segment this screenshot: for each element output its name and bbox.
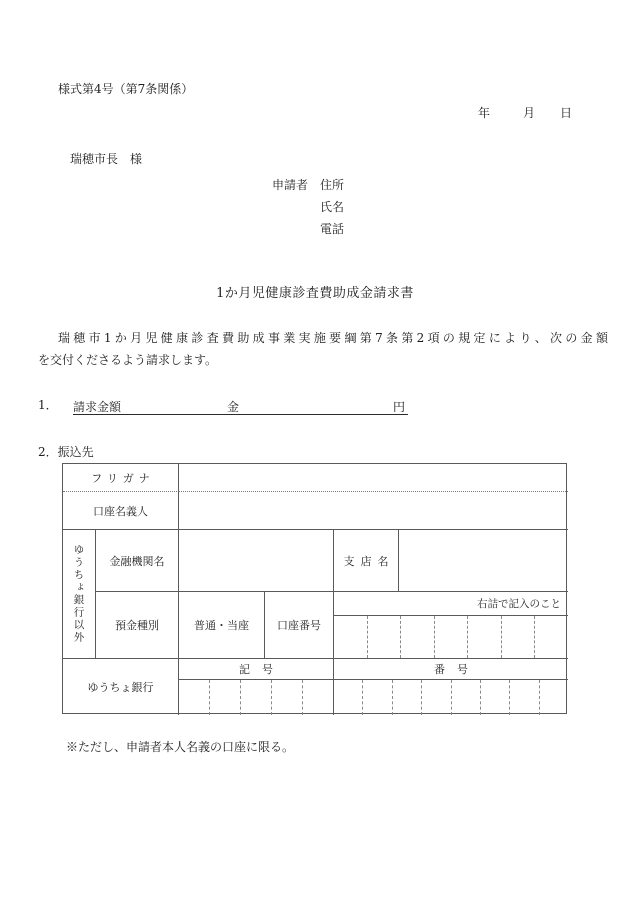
account-number-boxes[interactable]: [334, 616, 568, 659]
digit-box[interactable]: [392, 680, 421, 715]
transfer-heading: 2．振込先: [38, 445, 94, 459]
right-align-note-cell: [334, 592, 568, 616]
account-holder-label-cell: [63, 492, 179, 530]
furigana-label: フリガナ: [91, 471, 155, 485]
digit-box[interactable]: [302, 680, 333, 715]
bank-account-table: [62, 463, 567, 714]
applicant-phone-label: 電話: [320, 222, 345, 236]
date-year-label: 年: [478, 106, 491, 120]
deposit-options: 普通・当座: [194, 619, 249, 632]
branch-label: 支店名: [343, 554, 395, 568]
digit-box[interactable]: [539, 680, 568, 715]
amount-item-number: 1．: [38, 398, 58, 412]
digit-box[interactable]: [501, 616, 535, 658]
right-align-note: 右詰で記入のこと: [477, 598, 561, 610]
amount-yen-suffix: 円: [393, 400, 406, 414]
non-yucho-label-cell: [63, 530, 96, 659]
applicant-address-label: 住所: [320, 178, 345, 192]
digit-box[interactable]: [480, 680, 509, 715]
kigo-header-cell: [179, 659, 334, 680]
kigo-boxes[interactable]: [179, 680, 334, 715]
digit-box[interactable]: [400, 616, 434, 658]
digit-box[interactable]: [434, 616, 468, 658]
bank-name-input-cell[interactable]: [179, 530, 334, 592]
digit-box[interactable]: [240, 680, 271, 715]
furigana-label-cell: [63, 464, 179, 492]
amount-label: 請求金額: [73, 400, 122, 414]
bango-header-cell: [334, 659, 568, 680]
yucho-label: ゆうちょ銀行: [87, 681, 154, 694]
digit-box[interactable]: [421, 680, 450, 715]
digit-box[interactable]: [179, 680, 209, 715]
yucho-label-cell: [63, 659, 179, 715]
footnote: ※ただし、申請者本人名義の口座に限る。: [66, 740, 295, 754]
digit-box[interactable]: [362, 680, 391, 715]
addressee: 瑞穂市長 様: [70, 152, 143, 166]
digit-box[interactable]: [209, 680, 240, 715]
amount-yen-prefix: 金: [227, 400, 240, 414]
deposit-type-label: 預金種別: [115, 619, 159, 632]
digit-box[interactable]: [451, 680, 480, 715]
account-holder-input-cell[interactable]: [179, 492, 568, 530]
digit-box[interactable]: [334, 616, 367, 658]
branch-input-cell[interactable]: [399, 530, 568, 592]
bank-name-label-cell: [96, 530, 179, 592]
form-number: 様式第4号（第7条関係）: [58, 82, 194, 96]
bango-boxes[interactable]: [334, 680, 568, 715]
furigana-input-cell[interactable]: [179, 464, 568, 492]
digit-box[interactable]: [534, 616, 568, 658]
non-yucho-label: ゆうちょ銀行以外: [72, 544, 85, 644]
branch-label-cell: [334, 530, 399, 592]
account-holder-label: 口座名義人: [93, 504, 148, 518]
kigo-label: 記号: [239, 663, 285, 676]
deposit-type-label-cell: [96, 592, 179, 659]
document-title: 1か月児健康診査費助成金請求書: [216, 286, 414, 301]
digit-box[interactable]: [509, 680, 538, 715]
body-line-2: を交付くださるよう請求します。: [38, 353, 218, 367]
applicant-label: [272, 178, 344, 193]
applicant-name-label: 氏名: [320, 200, 345, 214]
digit-box[interactable]: [271, 680, 302, 715]
bank-name-label: 金融機関名: [109, 554, 165, 568]
date-month-label: 月: [523, 106, 536, 120]
account-no-label: 口座番号: [277, 619, 321, 632]
deposit-type-choice-cell[interactable]: [179, 592, 265, 659]
digit-box[interactable]: [334, 680, 362, 715]
applicant-word: 申請者: [272, 178, 309, 192]
date-day-label: 日: [560, 106, 573, 120]
digit-box[interactable]: [367, 616, 401, 658]
amount-underline[interactable]: [73, 397, 408, 415]
body-line-1: 瑞穂市1か月児健康診査費助成事業実施要綱第7条第2項の規定により、次の金額: [58, 331, 608, 345]
account-no-label-cell: [265, 592, 334, 659]
bango-label: 番号: [434, 663, 480, 676]
digit-box[interactable]: [467, 616, 501, 658]
